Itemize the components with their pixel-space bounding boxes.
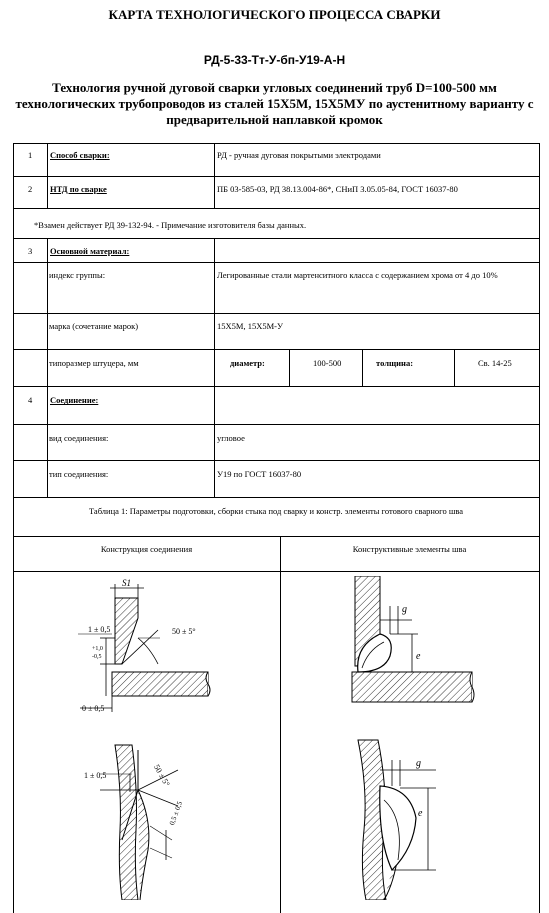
g-dimension: g: [402, 604, 407, 615]
land-dimension: 0,5 ± 0,5: [167, 800, 184, 827]
row4-label: Соединение:: [50, 395, 99, 405]
row3-number: 3: [28, 246, 33, 256]
diameter-label: диаметр:: [230, 358, 265, 368]
grade-label: марка (сочетание марок): [49, 321, 139, 331]
g-dimension-2: g: [416, 758, 421, 769]
col-construction-header: Конструкция соединения: [100, 544, 193, 554]
tolerance-minus: -0,5: [92, 654, 102, 660]
document-code: РД-5-33-Тт-У-бп-У19-А-Н: [203, 53, 346, 67]
kind-value: угловое: [217, 433, 245, 443]
bevel-angle: 50 ± 5°: [172, 627, 196, 636]
kind-label: вид соединения:: [49, 433, 109, 443]
tolerance-plus: +1,0: [92, 646, 103, 652]
e-dimension-2: e: [418, 808, 423, 819]
thickness-value: Св. 14-25: [478, 358, 512, 368]
type-value: У19 по ГОСТ 16037-80: [217, 469, 302, 479]
group-value: Легированные стали мартенситного класса с содержанием хрома от 4 до 10%: [217, 270, 498, 280]
weld-elements-drawing-2: [340, 730, 480, 900]
row2-number: 2: [28, 184, 33, 194]
grade-value: 15Х5М, 15Х5М-У: [217, 321, 283, 331]
joint-construction-drawing: [60, 576, 220, 721]
gap-dimension: 1 ± 0,5: [88, 625, 111, 634]
root-dimension: 0 ± 0,5: [82, 704, 105, 713]
row1-number: 1: [28, 150, 33, 160]
bevel-angle-2: 50 ± 5°: [152, 763, 172, 788]
col-elements-header: Конструктивные элементы шва: [352, 544, 467, 554]
gap-dimension-2: 1 ± 0,5: [84, 771, 107, 780]
row1-value: РД - ручная дуговая покрытыми электродами: [217, 150, 381, 160]
e-dimension: e: [416, 651, 421, 662]
group-label: индекс группы:: [49, 270, 106, 280]
row4-number: 4: [28, 395, 33, 405]
footnote: *Взамен действует РД 39-132-94. - Примечание изготовителя базы данных.: [34, 220, 307, 230]
size-label: типоразмер штуцера, мм: [49, 358, 139, 368]
thickness-label: толщина:: [376, 358, 414, 368]
row2-label: НТД по сварке: [50, 184, 107, 194]
s1-dimension: S1: [122, 578, 131, 588]
diameter-value: 100-500: [313, 358, 342, 368]
card-title: КАРТА ТЕХНОЛОГИЧЕСКОГО ПРОЦЕССА СВАРКИ: [108, 7, 441, 22]
row1-label: Способ сварки:: [50, 150, 110, 160]
type-label: тип соединения:: [49, 469, 109, 479]
table1-caption: Таблица 1: Параметры подготовки, сборки стыка под сварку и констр. элементы готового сварного шва: [88, 506, 464, 516]
technology-subtitle: Технология ручной дуговой сварки угловых соединений труб D=100-500 мм технологических трубопроводов из сталей 15Х5М, 15Х5МУ по аустенитному варианту с предварительной наплавкой кромок: [15, 80, 534, 127]
weld-elements-drawing: [340, 576, 480, 716]
joint-construction-drawing-2: [60, 730, 220, 900]
row2-value: ПБ 03-585-03, РД 38.13.004-86*, СНиП 3.05.05-84, ГОСТ 16037-80: [217, 184, 458, 194]
row3-label: Основной материал:: [50, 246, 130, 256]
